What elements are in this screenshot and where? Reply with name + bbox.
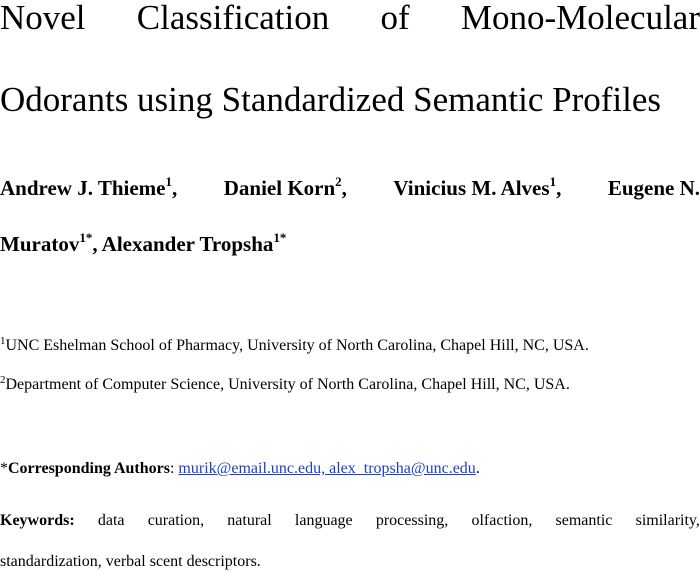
title-word: Classification	[136, 0, 330, 37]
author-list-line-1	[0, 174, 700, 200]
author: Vinicius M. Alves$^1$,	[393, 174, 562, 200]
title-word: Novel	[0, 0, 86, 37]
keywords-line-2: standardization, verbal scent descriptors.	[0, 553, 261, 570]
title-word: Mono-Molecular	[460, 0, 700, 37]
keyword-term: natural	[227, 512, 272, 529]
affiliation: $^1$UNC Eshelman School of Pharmacy, University of North Carolina, Chapel Hill, NC, USA.	[0, 335, 589, 354]
author: Eugene N.	[607, 176, 700, 200]
keyword-term: olfaction,	[471, 512, 533, 529]
affiliation: $^2$Department of Computer Science, University of North Carolina, Chapel Hill, NC, USA.	[0, 374, 570, 393]
corresponding-authors: *Corresponding Authors: murik@email.unc.edu, alex_tropsha@unc.edu.	[0, 460, 480, 477]
author: Daniel Korn$^2$,	[223, 174, 347, 200]
keyword-term: semantic	[555, 512, 613, 529]
keywords-line-1	[0, 512, 700, 530]
corresponding-label: Corresponding Authors	[8, 460, 170, 477]
author: Alexander Tropsha$^{1*}$	[101, 230, 287, 256]
paper-title-line-2: Odorants using Standardized Semantic Profiles	[0, 80, 661, 119]
author: Muratov$^{1*}$,	[0, 230, 98, 256]
email-link[interactable]: murik@email.unc.edu, alex_tropsha@unc.edu	[178, 460, 476, 477]
keyword-term: data	[97, 512, 125, 529]
keyword-term: curation,	[147, 512, 205, 529]
keyword-term: processing,	[375, 512, 449, 529]
author: Andrew J. Thieme$^1$,	[0, 174, 178, 200]
paper-title-line-1	[0, 0, 700, 35]
keywords-label: Keywords:	[0, 512, 75, 529]
title-word: of	[380, 0, 410, 37]
keyword-term: similarity,	[635, 512, 700, 529]
keyword-term: language	[294, 512, 353, 529]
author-list-line-2	[0, 230, 700, 256]
